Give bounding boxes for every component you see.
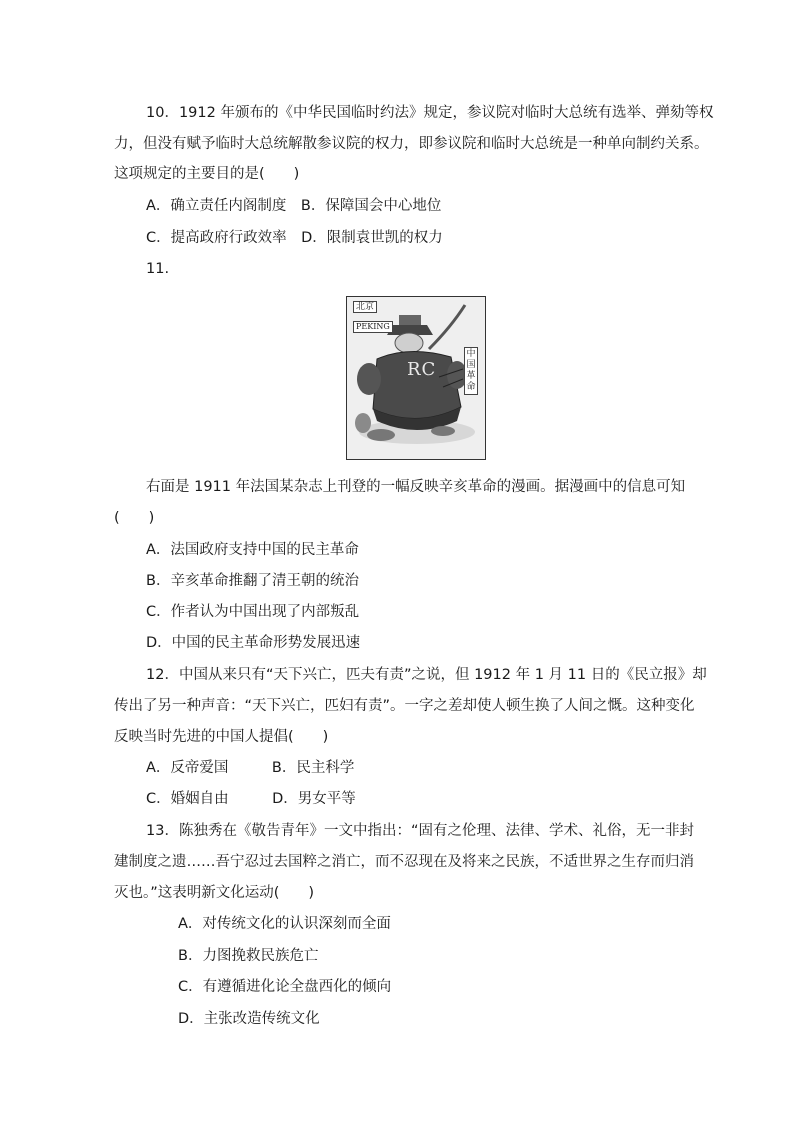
q13-stem-line-1: 13．陈独秀在《敬告青年》一文中指出：“固有之伦理、法律、学术、礼俗，无一非封: [146, 823, 694, 839]
q10-options-line-1: A．确立责任内阁制度 B．保障国会中心地位: [146, 198, 442, 214]
cartoon-label-chinese-revolution: 中国革命: [464, 347, 478, 395]
q10-stem-line-1: 10．1912 年颁布的《中华民国临时约法》规定，参议院对临时大总统有选举、弹劾等权: [146, 105, 714, 121]
q11-number: 11.: [146, 261, 170, 277]
q11-stem-line-1: 右面是 1911 年法国某杂志上刊登的一幅反映辛亥革命的漫画。据漫画中的信息可知: [146, 479, 686, 495]
q13-stem-line-2: 建制度之遗……吾宁忍过去国粹之消亡，而不忍现在及将来之民族，不适世界之生存而归消: [114, 854, 694, 870]
q12-stem-line-2: 传出了另一种声音：“天下兴亡，匹妇有责”。一字之差却使人顿生换了人间之慨。这种变化: [114, 698, 695, 714]
cartoon-label-rc: RC: [407, 359, 437, 380]
q12-options-line-2: C．婚姻自由 D．男女平等: [146, 791, 356, 807]
q13-option-d: D．主张改造传统文化: [178, 1011, 320, 1027]
q11-option-a: A．法国政府支持中国的民主革命: [146, 542, 359, 558]
q13-stem-line-3: 灭也。”这表明新文化运动( ): [114, 885, 315, 901]
q11-option-c: C．作者认为中国出现了内部叛乱: [146, 604, 360, 620]
q10-stem-line-2: 力，但没有赋予临时大总统解散参议院的权力，即参议院和临时大总统是一种单向制约关系。: [114, 136, 709, 152]
cartoon-label-beijing: 北京: [353, 301, 377, 313]
q13-option-a: A．对传统文化的认识深刻而全面: [178, 916, 391, 932]
q11-option-b: B．辛亥革命推翻了清王朝的统治: [146, 573, 359, 589]
q10-options-line-2: C．提高政府行政效率 D．限制袁世凯的权力: [146, 230, 443, 246]
cartoon-label-peking: PEKING: [353, 321, 393, 333]
q11-cartoon-image: [346, 296, 486, 460]
q11-stem-line-2: ( ): [114, 510, 155, 526]
q13-option-b: B．力图挽救民族危亡: [178, 948, 319, 964]
q13-option-c: C．有遵循进化论全盘西化的倾向: [178, 979, 392, 995]
q12-stem-line-3: 反映当时先进的中国人提倡( ): [114, 729, 329, 745]
q12-stem-line-1: 12．中国从来只有“天下兴亡，匹夫有责”之说，但 1912 年 1 月 11 日的《民立报》却: [146, 667, 707, 683]
q11-option-d: D．中国的民主革命形势发展迅速: [146, 635, 361, 651]
q10-stem-line-3: 这项规定的主要目的是( ): [114, 166, 300, 182]
q12-options-line-1: A．反帝爱国 B．民主科学: [146, 760, 355, 776]
